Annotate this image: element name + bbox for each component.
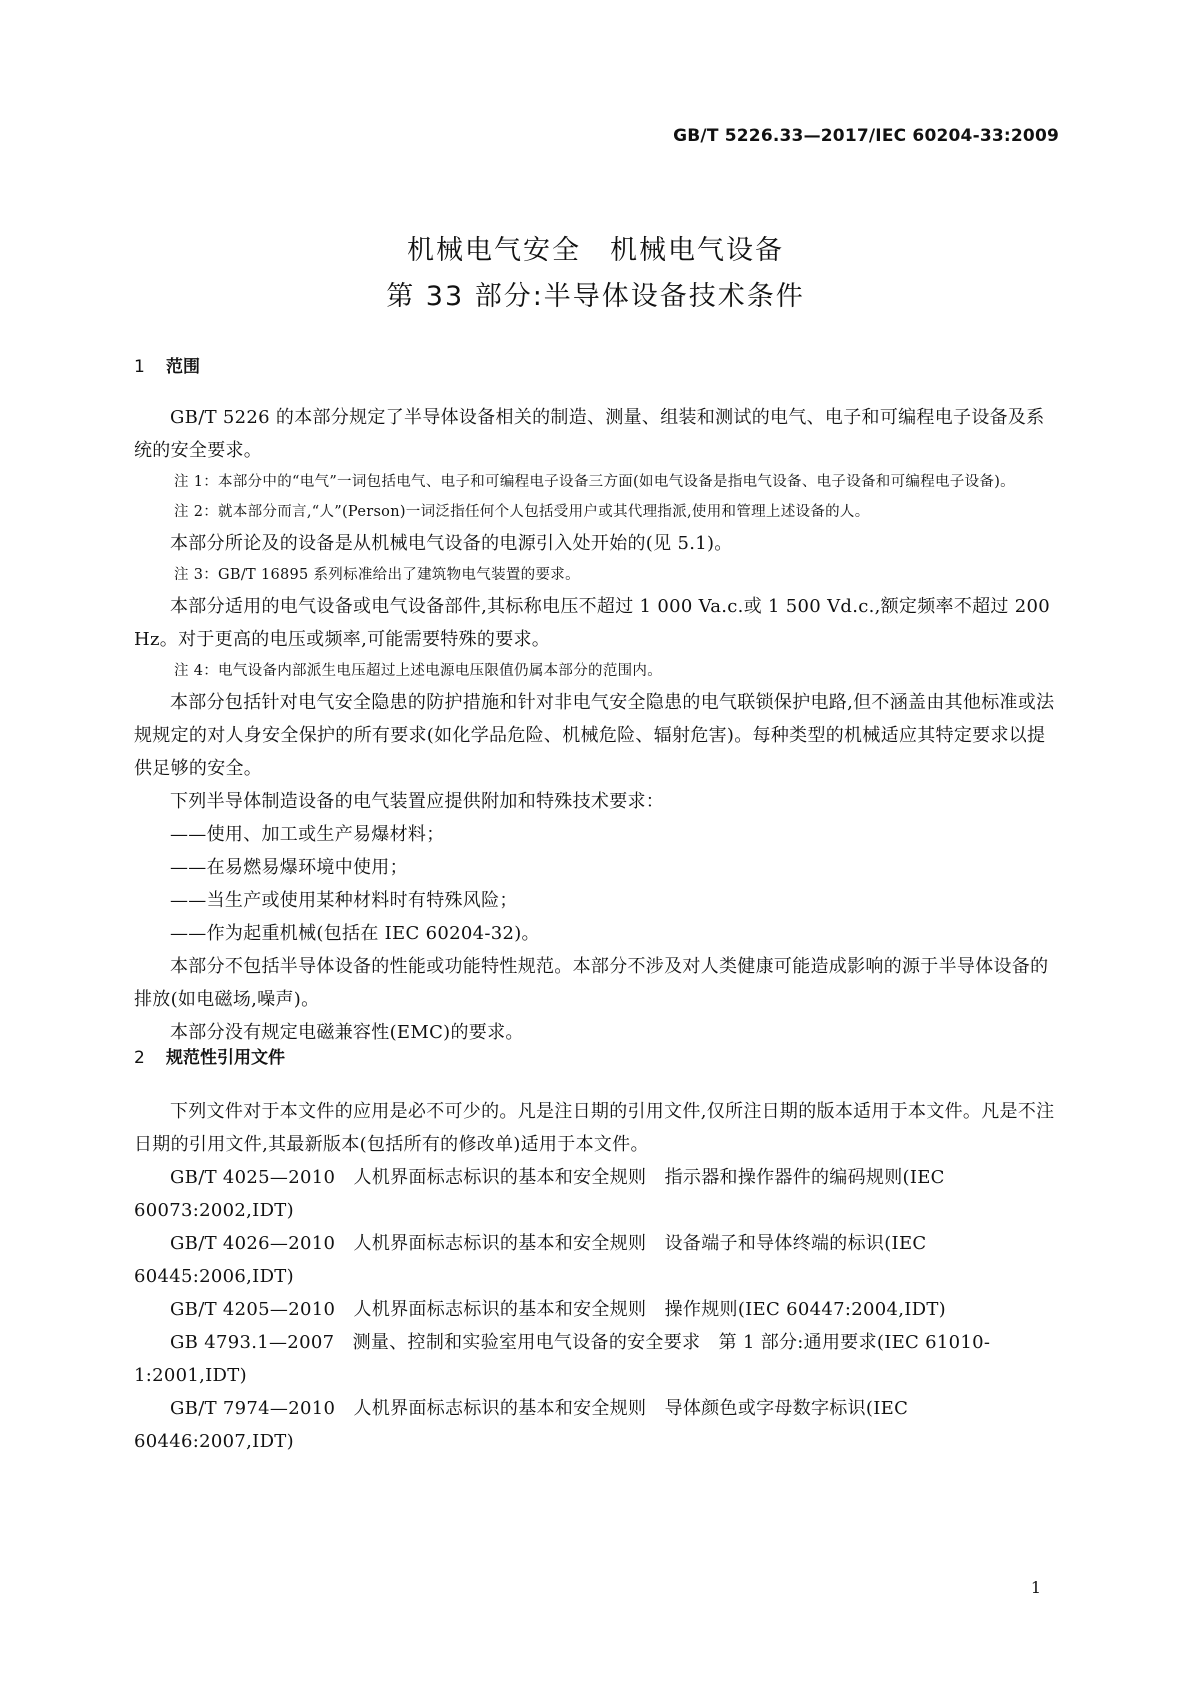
paragraph: GB/T 5226 的本部分规定了半导体设备相关的制造、测量、组装和测试的电气、电子和可编程电子设备及系统的安全要求。: [134, 407, 1045, 461]
section-1-number: 1: [134, 357, 145, 377]
standard-number: GB/T 5226.33—2017/IEC 60204-33:2009: [673, 126, 1059, 146]
reference-item: GB/T 4025—2010 人机界面标志标识的基本和安全规则 指示器和操作器件的编码规则(IEC 60073:2002,IDT): [134, 1167, 945, 1221]
section-1-body: [134, 401, 1059, 1049]
list-item: ——在易燃易爆环境中使用；: [170, 857, 408, 878]
section-2-number: 2: [134, 1048, 145, 1068]
list-item: ——使用、加工或生产易爆材料；: [170, 824, 445, 845]
list-item: ——作为起重机械(包括在 IEC 60204-32)。: [170, 923, 540, 944]
paragraph: 本部分不包括半导体设备的性能或功能特性规范。本部分不涉及对人类健康可能造成影响的源于半导体设备的排放(如电磁场,噪声)。: [134, 956, 1049, 1010]
section-1-heading: [134, 352, 200, 377]
document-title-line-2: 第 33 部分:半导体设备技术条件: [386, 281, 805, 312]
paragraph: 本部分适用的电气设备或电气设备部件,其标称电压不超过 1 000 Va.c.或 1 500 Vd.c.,额定频率不超过 200 Hz。对于更高的电压或频率,可能需要特殊的要求。: [134, 596, 1051, 650]
note: 注 4：电气设备内部派生电压超过上述电源电压限值仍属本部分的范围内。: [174, 663, 663, 679]
note: 注 1：本部分中的“电气”一词包括电气、电子和可编程电子设备三方面(如电气设备是指电气设备、电子设备和可编程电子设备)。: [174, 474, 1015, 490]
reference-item: GB 4793.1—2007 测量、控制和实验室用电气设备的安全要求 第 1 部分:通用要求(IEC 61010-1:2001,IDT): [134, 1332, 991, 1386]
reference-item: GB/T 4026—2010 人机界面标志标识的基本和安全规则 设备端子和导体终端的标识(IEC 60445:2006,IDT): [134, 1233, 927, 1287]
section-2-body: [134, 1095, 1059, 1458]
page-number: 1: [1030, 1578, 1041, 1597]
paragraph: 下列文件对于本文件的应用是必不可少的。凡是注日期的引用文件,仅所注日期的版本适用于本文件。凡是不注日期的引用文件,其最新版本(包括所有的修改单)适用于本文件。: [134, 1101, 1055, 1155]
list-item: ——当生产或使用某种材料时有特殊风险；: [170, 890, 518, 911]
section-1-title: 范围: [166, 357, 200, 377]
document-title-line-1: 机械电气安全 机械电气设备: [407, 235, 784, 266]
reference-item: GB/T 7974—2010 人机界面标志标识的基本和安全规则 导体颜色或字母数字标识(IEC 60446:2007,IDT): [134, 1398, 909, 1452]
paragraph: 本部分没有规定电磁兼容性(EMC)的要求。: [170, 1022, 524, 1043]
reference-item: GB/T 4205—2010 人机界面标志标识的基本和安全规则 操作规则(IEC 60447:2004,IDT): [170, 1299, 947, 1320]
paragraph: 下列半导体制造设备的电气装置应提供附加和特殊技术要求：: [170, 791, 665, 812]
paragraph: 本部分包括针对电气安全隐患的防护措施和针对非电气安全隐患的电气联锁保护电路,但不涵盖由其他标准或法规规定的对人身安全保护的所有要求(如化学品危险、机械危险、辐射危害)。每种类型的机械适应其特定要求以提供足够的安全。: [134, 692, 1055, 779]
note: 注 3：GB/T 16895 系列标准给出了建筑物电气装置的要求。: [174, 567, 580, 583]
note: 注 2：就本部分而言,“人”(Person)一词泛指任何个人包括受用户或其代理指派,使用和管理上述设备的人。: [174, 504, 870, 520]
section-2-heading: [134, 1043, 285, 1068]
section-2-title: 规范性引用文件: [166, 1048, 285, 1068]
paragraph: 本部分所论及的设备是从机械电气设备的电源引入处开始的(见 5.1)。: [170, 533, 733, 554]
